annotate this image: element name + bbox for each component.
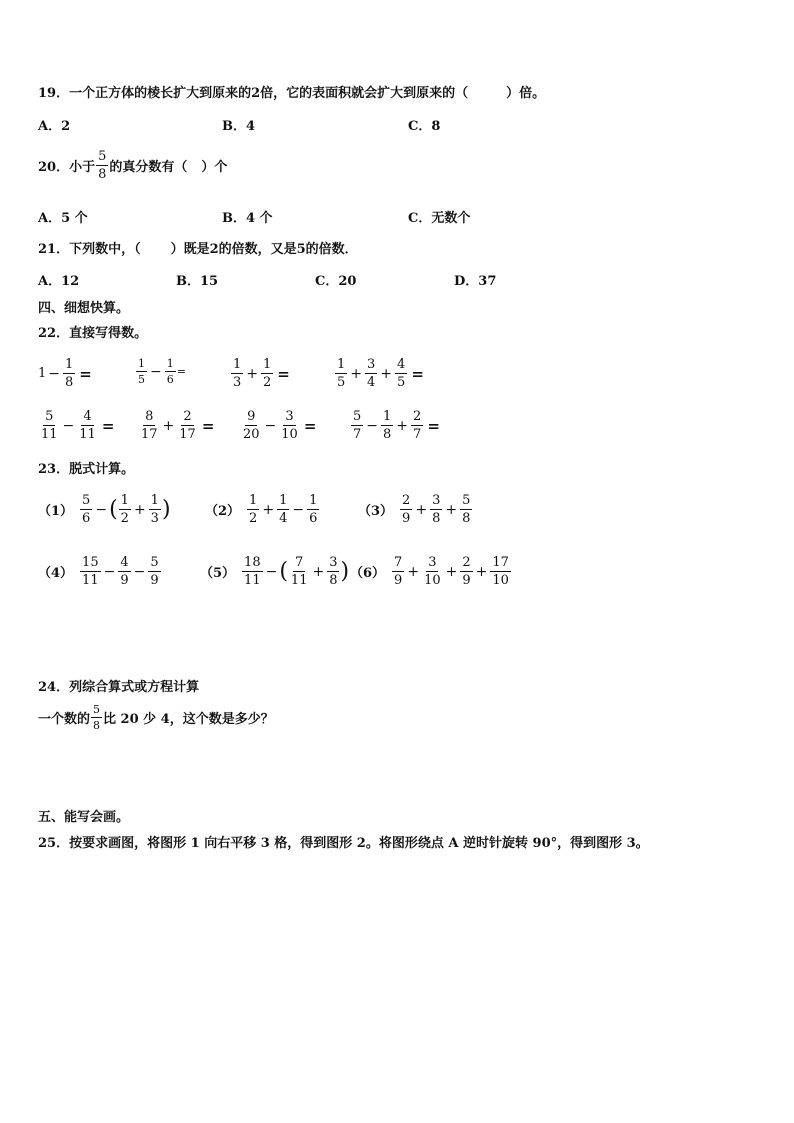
expression-22-7: $\frac{9}{20}$ − $\frac{3}{10}$ = — [243, 409, 317, 442]
question-20-mid: 的真分数有（ — [109, 160, 188, 175]
question-21-tail: ）既是2的倍数，又是5的倍数． — [170, 242, 358, 257]
option-20-b[interactable]: B．4 个 — [222, 211, 273, 226]
question-25: 25．按要求画图，将图形 1 向右平移 3 格，得到图形 2。将图形绕点 A 逆时针旋转 90°，得到图形 3。 — [38, 836, 649, 851]
expression-22-5: $\frac{5}{11}$ − $\frac{4}{11}$ = — [41, 409, 115, 442]
expression-23-1: （1） $\frac{5}{6}$ − ( $\frac{1}{2}$ + $\frac{1}{3}$ ) — [38, 493, 171, 526]
question-20 — [38, 150, 227, 181]
expression-23-5: （5） $\frac{18}{11}$ − ( $\frac{7}{11}$ + $\frac{3}{8}$ ) — [200, 555, 350, 588]
question-24-body: 一个数的 $\frac{5}{8}$ 比 20 少 4，这个数是多少？ — [38, 703, 274, 732]
option-19-b[interactable]: B．4 — [222, 119, 256, 134]
fraction: $\frac{5}{8}$ — [98, 149, 107, 182]
expression-22-4: $\frac{1}{5}$ + $\frac{3}{4}$ + $\frac{4}{5}$ = — [337, 357, 424, 390]
question-24-title: 24．列综合算式或方程计算 — [38, 680, 200, 695]
question-21-text: 21．下列数中，（ — [38, 242, 141, 257]
section-heading-5: 五、能写会画。 — [38, 810, 130, 825]
section-heading-4: 四、细想快算。 — [38, 301, 130, 316]
question-20-tail: ）个 — [201, 160, 228, 175]
expression-23-6: （6） $\frac{7}{9}$ + $\frac{3}{10}$ + $\frac{2}{9}$ + $\frac{17}{10}$ — [350, 555, 509, 588]
expression-22-8: $\frac{5}{7}$ − $\frac{1}{8}$ + $\frac{2}{7}$ = — [353, 409, 440, 442]
option-21-d[interactable]: D．37 — [454, 274, 497, 289]
fraction: $\frac{5}{8}$ — [93, 703, 101, 732]
option-21-b[interactable]: B．15 — [176, 274, 219, 289]
question-19-tail: ）倍。 — [506, 86, 546, 101]
expression-22-2: $\frac{1}{5}$ − $\frac{1}{6}$ = — [138, 357, 186, 386]
question-21 — [38, 238, 358, 257]
question-19-text: 19．一个正方体的棱长扩大到原来的2倍，它的表面积就会扩大到原来的（ — [38, 86, 469, 101]
option-20-a[interactable]: A．5 个 — [38, 211, 88, 226]
option-19-c[interactable]: C．8 — [408, 119, 441, 134]
expression-23-3: （3） $\frac{2}{9}$ + $\frac{3}{8}$ + $\frac{5}{8}$ — [358, 493, 471, 526]
expression-23-2: （2） $\frac{1}{2}$ + $\frac{1}{4}$ − $\frac{1}{6}$ — [205, 493, 318, 526]
expression-23-4: （4） $\frac{15}{11}$ − $\frac{4}{9}$ − $\frac{5}{9}$ — [38, 555, 159, 588]
option-21-c[interactable]: C．20 — [315, 274, 357, 289]
option-20-c[interactable]: C．无数个 — [408, 211, 471, 226]
question-23-title: 23．脱式计算。 — [38, 462, 135, 477]
expression-22-1: 1 − $\frac{1}{8}$ = — [38, 357, 92, 390]
question-19 — [38, 82, 545, 101]
expression-22-6: $\frac{8}{17}$ + $\frac{2}{17}$ = — [141, 409, 215, 442]
option-21-a[interactable]: A．12 — [38, 274, 80, 289]
question-20-text: 20．小于 — [38, 160, 96, 175]
expression-22-3: $\frac{1}{3}$ + $\frac{1}{2}$ = — [233, 357, 290, 390]
option-19-a[interactable]: A．2 — [38, 119, 71, 134]
question-22-title: 22．直接写得数。 — [38, 326, 148, 341]
